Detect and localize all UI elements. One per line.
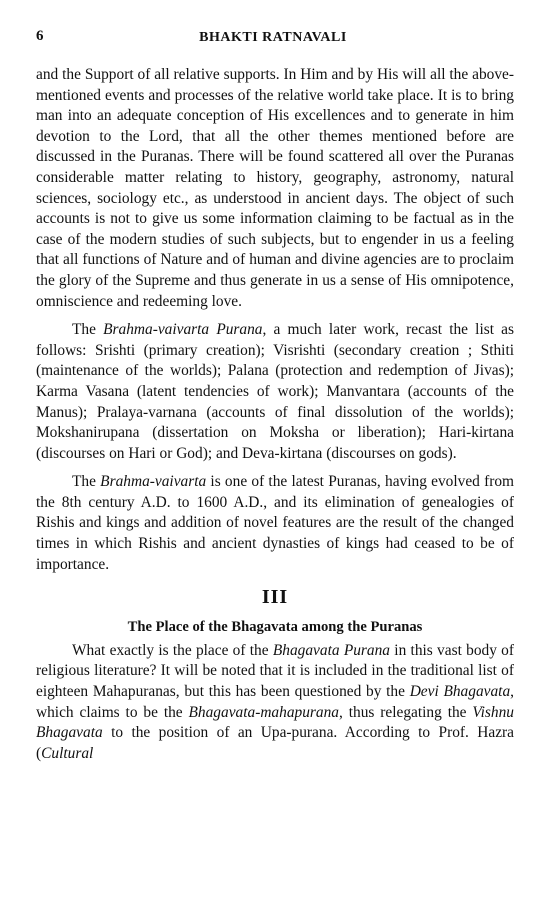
paragraph-2 — [36, 320, 514, 464]
page-number: 6 — [36, 28, 44, 44]
running-title: BHAKTI RATNAVALI — [199, 30, 347, 45]
paragraph-1: and the Support of all relative supports. In Him and by His will all the above-mentioned events and processes of the relative world take place. It is to bring man into an adequate conception of His excellences and to generate in him devotion to the Lord, that all the other themes mentioned before are discussed in the Puranas. There will be found scattered all over the Puranas considerable matter relating to history, geography, astronomy, natural sciences, sociology etc., as understood in ancient days. The object of such accounts is not to give us some information claiming to be factual as in the case of the modern studies of such subjects, but to engender in us a feeling that all functions of Nature and of human and divine agencies are to proclaim the glory of the Supreme and thus generate in us a sense of His omnipotence, omniscience and redeeming love. — [36, 66, 514, 310]
paragraph-4-italic-2: Devi Bhagavata — [409, 683, 511, 701]
paragraph-4-italic-4: Vishnu Bhagavata — [36, 703, 515, 742]
paragraph-4 — [36, 641, 514, 765]
paragraph-4-text-4: , thus relegating the — [339, 703, 473, 721]
paragraph-2-italic: Brahma-vaivarta Purana — [103, 321, 263, 339]
page-header — [36, 28, 510, 52]
paragraph-2-text-b: , a much later work, recast the list as follows: Srishti (primary creation); Visrishti (secondary creation ; Sthiti (maintenance of the worlds); Palana (protection and redemption of Jivas); Karma Vasana (latent tendencies of work); Manvantara (accounts of the Manus); Pralaya-varnana (accounts of final dissolution of the worlds); Mokshanirupana (dissertation on Moksha or liberation); Hari-kirtana (discourses on Hari or God); and Deva-kirtana (discourses on gods). — [36, 321, 515, 462]
paragraph-2-text-a: The — [72, 321, 104, 339]
paragraph-4-italic-3: Bhagavata-mahapurana — [188, 703, 339, 721]
paragraph-3 — [36, 472, 514, 575]
paragraph-4-text-5: to the position of an Upa-purana. According to Prof. Hazra ( — [36, 724, 514, 762]
paragraph-4-text-3: , which claims to be the — [36, 683, 514, 721]
section-number: III — [261, 586, 289, 609]
paragraph-3-text-a: The — [72, 473, 101, 491]
paragraph-4-text-2: in this vast body of religious literature? It will be noted that it is included in the traditional list of eighteen Mahapuranas, but this has been questioned by the — [36, 641, 515, 701]
paragraph-4-italic-5: Cultural — [41, 744, 94, 762]
paragraph-4-text-1: What exactly is the place of the — [72, 641, 273, 659]
paragraph-4-italic-1: Bhagavata Purana — [272, 641, 391, 659]
paragraph-3-italic: Brahma-vaivarta — [100, 473, 207, 491]
section-title: The Place of the Bhagavata among the Puranas — [127, 619, 423, 636]
paragraph-3-text-b: is one of the latest Puranas, having evolved from the 8th century A.D. to 1600 A.D., and its elimination of genealogies of Rishis and kings and addition of novel features are the result of the changed times in which Rishis and ancient dynasties of kings had ceased to be of importance. — [36, 473, 514, 573]
page-body — [36, 65, 514, 764]
